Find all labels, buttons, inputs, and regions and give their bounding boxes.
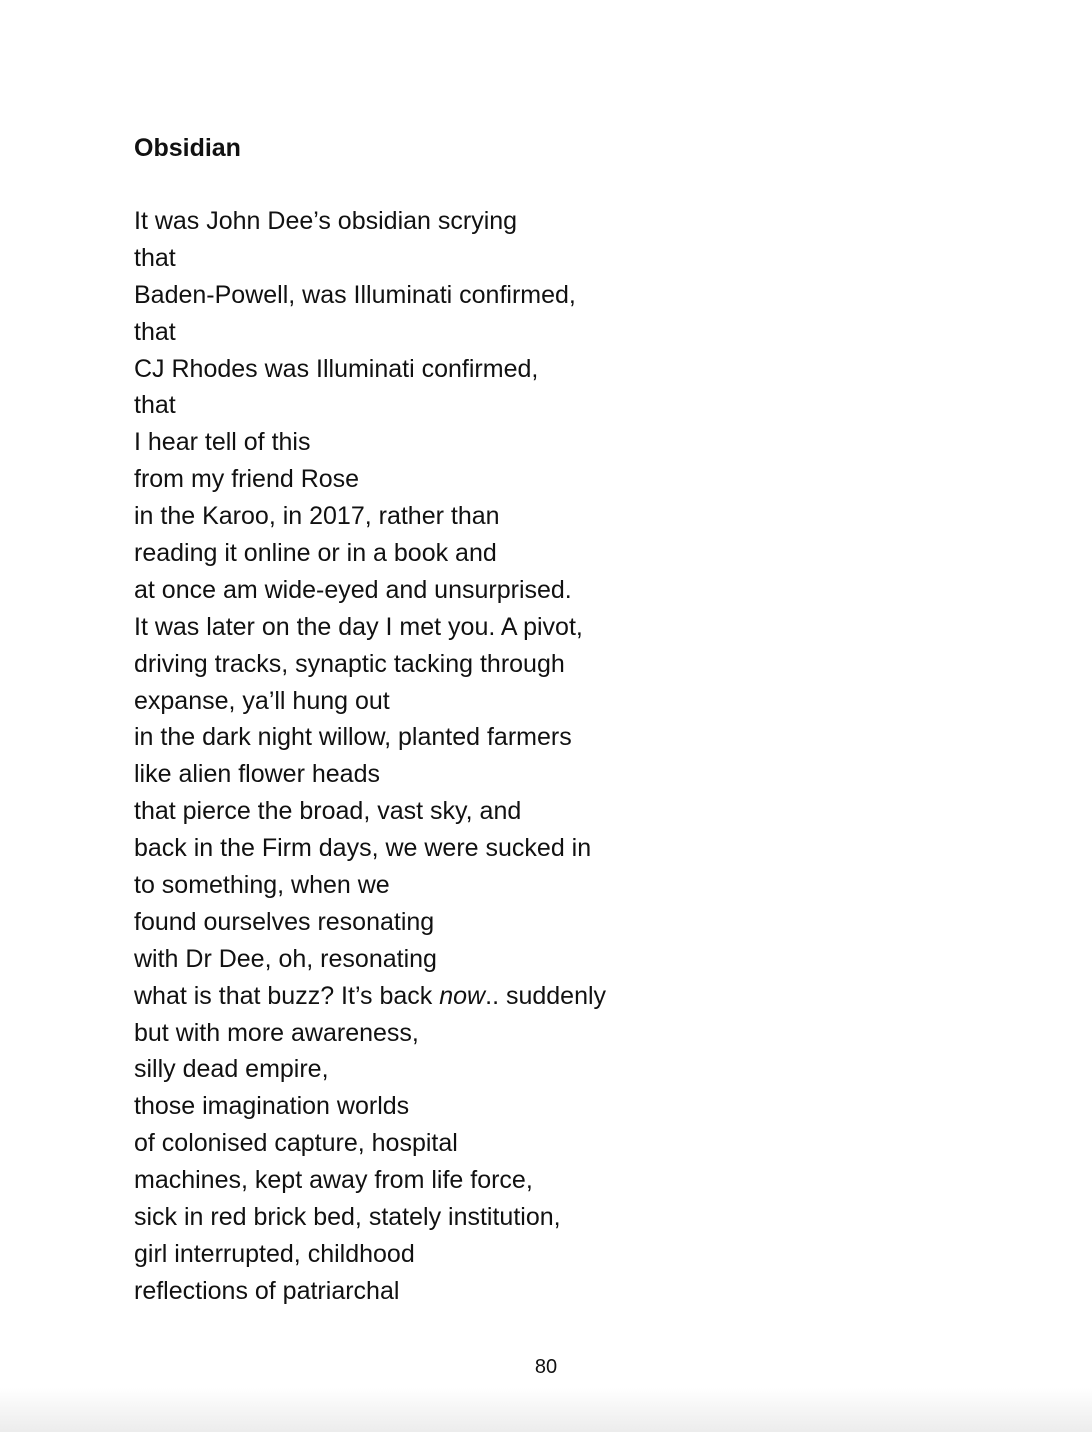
poem-line: back in the Firm days, we were sucked in bbox=[134, 834, 592, 863]
poem-line: CJ Rhodes was Illuminati confirmed, bbox=[134, 354, 539, 383]
poem-line: reading it online or in a book and bbox=[134, 539, 497, 568]
poem-line-emphasis: now bbox=[439, 981, 486, 1010]
poem-line: silly dead empire, bbox=[134, 1055, 329, 1084]
poem-line: It was later on the day I met you. A pivot, bbox=[134, 612, 583, 641]
poem-line: those imagination worlds bbox=[134, 1092, 410, 1121]
poem-line: to something, when we bbox=[134, 871, 390, 900]
poem-line-text: what is that buzz? It’s back bbox=[134, 981, 440, 1010]
poem-line-text: .. suddenly bbox=[485, 981, 607, 1010]
poem-line: but with more awareness, bbox=[134, 1018, 419, 1047]
poem-line: at once am wide-eyed and unsurprised. bbox=[134, 575, 572, 604]
poem-line: in the Karoo, in 2017, rather than bbox=[134, 502, 500, 531]
poem-line: that bbox=[134, 243, 176, 272]
poem-line: with Dr Dee, oh, resonating bbox=[134, 944, 437, 973]
poem-line: machines, kept away from life force, bbox=[134, 1166, 533, 1195]
page-bottom-shadow bbox=[0, 1388, 1092, 1432]
page-number: 80 bbox=[534, 1356, 558, 1378]
poem-line: that pierce the broad, vast sky, and bbox=[134, 797, 522, 826]
poem-line: It was John Dee’s obsidian scrying bbox=[134, 207, 518, 235]
poem-line: I hear tell of this bbox=[134, 428, 311, 457]
poem-line: expanse, ya’ll hung out bbox=[134, 686, 390, 715]
poem-line: that bbox=[134, 391, 176, 420]
poem-line bbox=[134, 978, 694, 1015]
poem-line: Baden-Powell, was Illuminati confirmed, bbox=[134, 280, 576, 309]
poem-line: found ourselves resonating bbox=[134, 907, 435, 936]
poem-line: sick in red brick bed, stately institution, bbox=[134, 1203, 561, 1232]
poem-line: girl interrupted, childhood bbox=[134, 1239, 415, 1268]
poem-line: driving tracks, synaptic tacking through bbox=[134, 649, 565, 678]
poem-line: of colonised capture, hospital bbox=[134, 1129, 458, 1158]
poem-body bbox=[134, 203, 694, 1310]
poem-line: like alien flower heads bbox=[134, 760, 380, 789]
poem-line: reflections of patriarchal bbox=[134, 1276, 400, 1305]
poem-line: in the dark night willow, planted farmers bbox=[134, 723, 572, 752]
poem-title: Obsidian bbox=[134, 134, 241, 162]
poem-line: that bbox=[134, 317, 176, 346]
poem-line: from my friend Rose bbox=[134, 465, 360, 494]
